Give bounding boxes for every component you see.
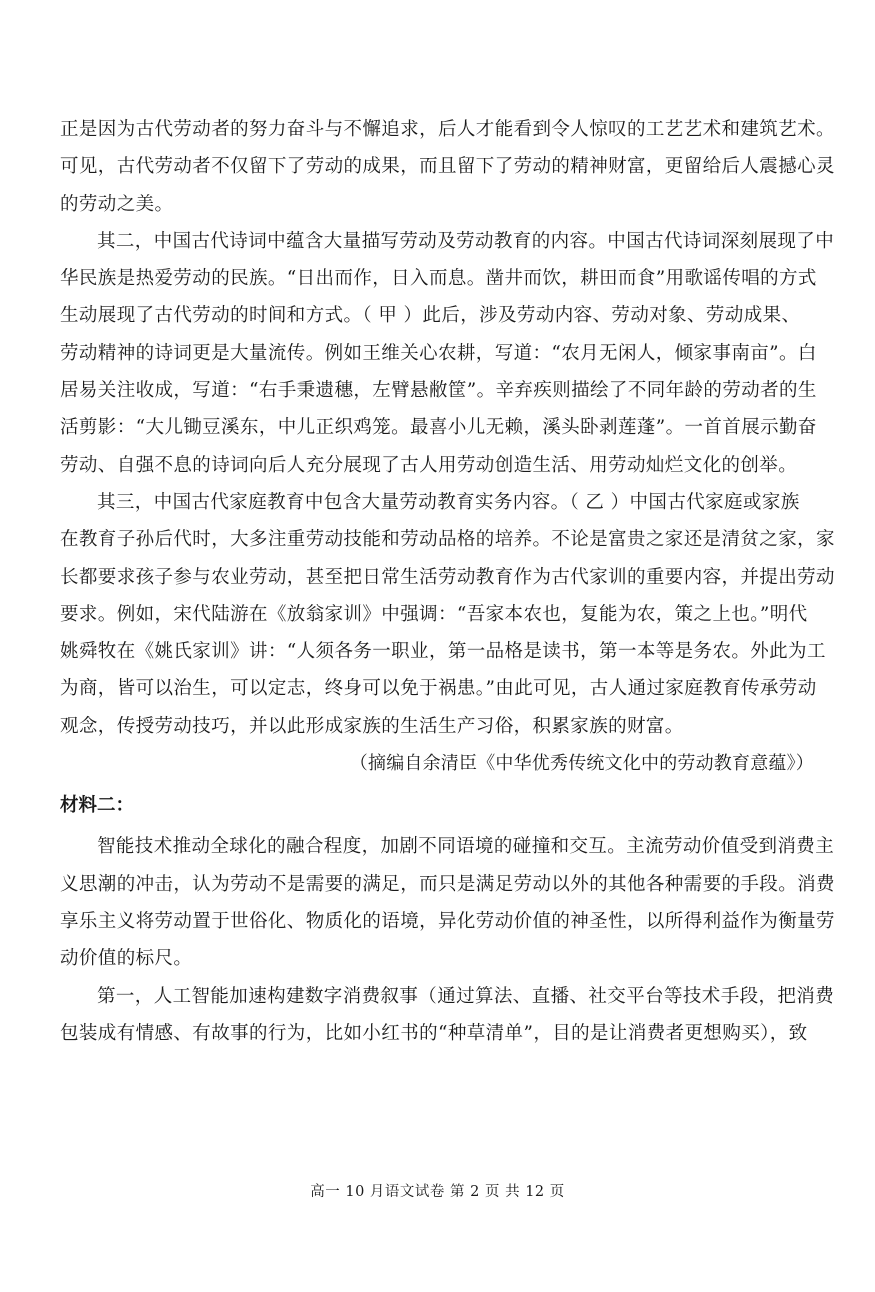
text-line: 其二，中国古代诗词中蕴含大量描写劳动及劳动教育的内容。中国古代诗词深刻展现了中	[97, 230, 835, 252]
text-line: 享乐主义将劳动置于世俗化、物质化的语境，异化劳动价值的神圣性，以所得利益作为衡量劳	[60, 910, 835, 932]
text-line: 华民族是热爱劳动的民族。“日出而作，日入而息。凿井而饮，耕田而食”用歌谣传唱的方式	[60, 268, 817, 290]
text-line: 正是因为古代劳动者的努力奋斗与不懈追求，后人才能看到令人惊叹的工艺艺术和建筑艺术。	[60, 119, 835, 140]
text-line: 要求。例如，宋代陆游在《放翁家训》中强调：“吾家本农也，复能为农，策之上也。”明代	[60, 603, 808, 625]
material-two-heading: 材料二：	[60, 795, 135, 817]
text-line: 第一，人工智能加速构建数字消费叙事（通过算法、直播、社交平台等技术手段，把消费	[97, 985, 835, 1007]
text-line: 观念，传授劳动技巧，并以此形成家族的生活生产习俗，积累家族的财富。	[60, 715, 684, 737]
text-line: 姚舜牧在《姚氏家训》讲：“人须各务一职业，第一品格是读书，第一本等是务农。外此为工	[60, 641, 826, 663]
paragraph-ai-narrative	[60, 978, 835, 1053]
text-line: 生动展现了古代劳动的时间和方式。（ 甲 ）此后，涉及劳动内容、劳动对象、劳动成果、	[60, 305, 801, 327]
text-line: 义思潮的冲击，认为劳动不是需要的满足，而只是满足劳动以外的其他各种需要的手段。消费	[60, 873, 835, 895]
text-line: 为商，皆可以治生，可以定志，终身可以免于祸患。”由此可见，古人通过家庭教育传承劳动	[60, 678, 817, 700]
text-line: 包装成有情感、有故事的行为，比如小红书的“种草清单”，目的是让消费者更想购买），致	[60, 1022, 808, 1044]
text-line: 活剪影：“大儿锄豆溪东，中儿正织鸡笼。最喜小儿无赖，溪头卧剥莲蓬”。一首首展示勤奋	[60, 417, 817, 439]
page-content	[60, 111, 835, 1052]
paragraph-family-education	[60, 484, 835, 745]
source-citation: （摘编自余清臣《中华优秀传统文化中的劳动教育意蕴》）	[349, 753, 814, 775]
text-line: 智能技术推动全球化的融合程度，加剧不同语境的碰撞和交互。主流劳动价值受到消费主	[97, 836, 835, 858]
text-line: 劳动、自强不息的诗词向后人充分展现了古人用劳动创造生活、用劳动灿烂文化的创举。	[60, 454, 798, 476]
text-line: 劳动精神的诗词更是大量流传。例如王维关心农耕，写道：“农月无闲人，倾家事南亩”。白	[60, 342, 817, 364]
text-line: 其三，中国古代家庭教育中包含大量劳动教育实务内容。（ 乙 ）中国古代家庭或家族	[97, 491, 800, 513]
text-line: 的劳动之美。	[60, 193, 174, 215]
text-line: 长都要求孩子参与农业劳动，甚至把日常生活劳动教育作为古代家训的重要内容，并提出劳动	[60, 566, 835, 588]
text-line: 可见，古代劳动者不仅留下了劳动的成果，而且留下了劳动的精神财富，更留给后人震撼心灵	[60, 156, 835, 178]
paragraph-craft-art	[60, 111, 835, 223]
page-footer: 高一 10 月语文试卷 第 2 页 共 12 页	[310, 1184, 565, 1200]
text-line: 动价值的标尺。	[60, 948, 193, 970]
paragraph-consumerism	[60, 828, 835, 977]
text-line: 居易关注收成，写道：“右手秉遗穗，左臂悬敝筐”。辛弃疾则描绘了不同年龄的劳动者的生	[60, 380, 817, 402]
text-line: 在教育子孙后代时，大多注重劳动技能和劳动品格的培养。不论是富贵之家还是清贫之家，家	[60, 529, 835, 551]
paragraph-poetry	[60, 223, 835, 484]
